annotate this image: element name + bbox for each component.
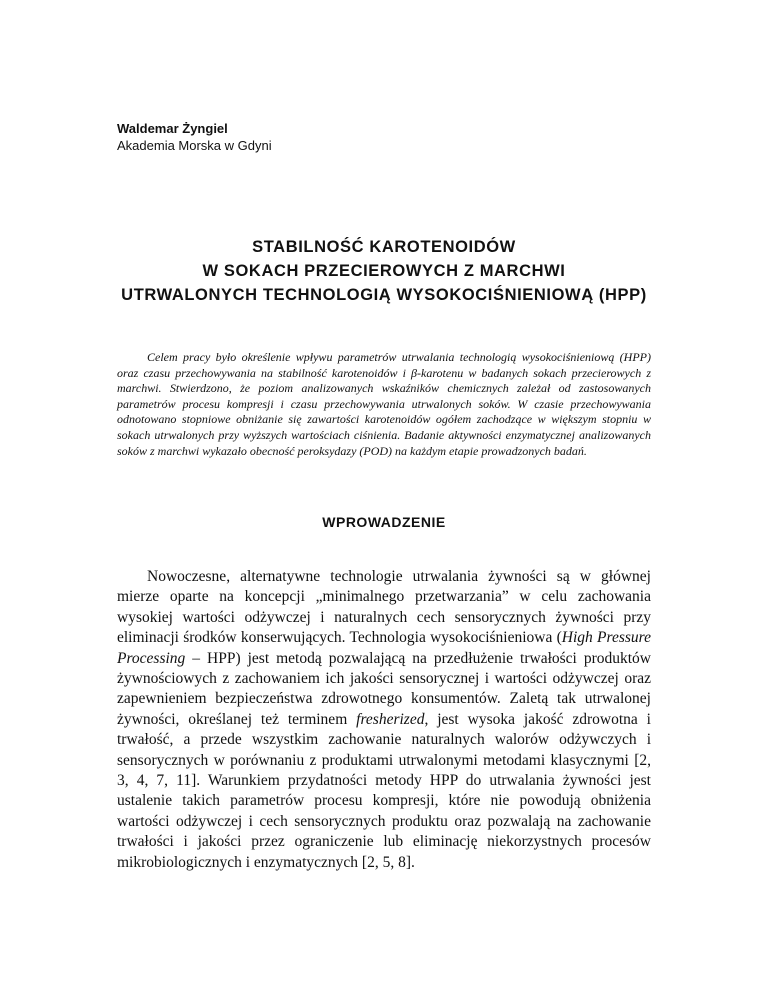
term-fresherized: fresherized xyxy=(356,710,425,728)
author-block xyxy=(117,120,272,154)
section-heading: WPROWADZENIE xyxy=(322,514,446,530)
term-high-pressure-processing: High Pressure Processing xyxy=(117,629,651,667)
abstract: Celem pracy było określenie wpływu parametrów utrwalania technologią wysokociśnieniową (HPP) oraz czasu przechowywania na stabilność karotenoidów i β-karotenu w badanych sokach przecierowych z marchwi. Stwierdzono, że poziom analizowanych wskaźników chemicznych zależał od zastosowanych parametrów procesu kompresji i czasu przechowywania utrwalonych soków. W czasie przechowywania odnotowano stopniowe obniżanie się zawartości karotenoidów ogółem zachodzące w większym stopniu w sokach utrwalonych przy wyższych wartościach ciśnienia. Badanie aktywności enzymatycznej analizowanych soków z marchwi wykazało obecność peroksydazy (POD) na każdym etapie prowadzonych badań. xyxy=(117,350,651,458)
body-text-part-2: – HPP) jest metodą pozwalającą na przedłużenie trwałości produktów żywnościowych z zachowaniem ich jakości sensorycznej i wartości odżywczej oraz zapewnieniem bezpieczeństwa zdrowotnego konsumentów. Zaletą tak utrwalonej żywności, określanej też terminem xyxy=(117,649,651,728)
body-paragraph xyxy=(117,567,651,873)
author-name: Waldemar Żyngiel xyxy=(117,121,228,136)
body-text-part-3: , jest wysoka jakość zdrowotna i trwałość, a przede wszystkim zachowanie naturalnych walorów odżywczych i sensorycznych w porównaniu z produktami utrwalonymi metodami klasycznymi [2, 3, 4, 7, 11]. Warunkiem przydatności metody HPP do utrwalania żywności jest ustalenie takich parametrów procesu kompresji, które nie powodują obniżenia wartości odżywczej i cech sensorycznych produktu oraz pozwalają na zachowanie trwałości i jakości przez ograniczenie lub eliminację niekorzystnych procesów mikrobiologicznych i enzymatycznych [2, 5, 8]. xyxy=(117,710,651,871)
title-line-2: W SOKACH PRZECIEROWYCH Z MARCHWI xyxy=(202,262,566,280)
body-text-part-1: Nowoczesne, alternatywne technologie utrwalania żywności są w głównej mierze oparte na koncepcji „minimalnego przetwarzania” w celu zachowania wysokiej wartości odżywczej i naturalnych cech sensorycznych żywności przy eliminacji środków konserwujących. Technologia wysokociśnieniowa ( xyxy=(117,568,651,647)
title-line-1: STABILNOŚĆ KAROTENOIDÓW xyxy=(252,238,516,256)
title-line-3: UTRWALONYCH TECHNOLOGIĄ WYSOKOCIŚNIENIOWĄ (HPP) xyxy=(121,286,647,304)
author-affiliation: Akademia Morska w Gdyni xyxy=(117,138,272,153)
paper-title xyxy=(90,235,678,307)
